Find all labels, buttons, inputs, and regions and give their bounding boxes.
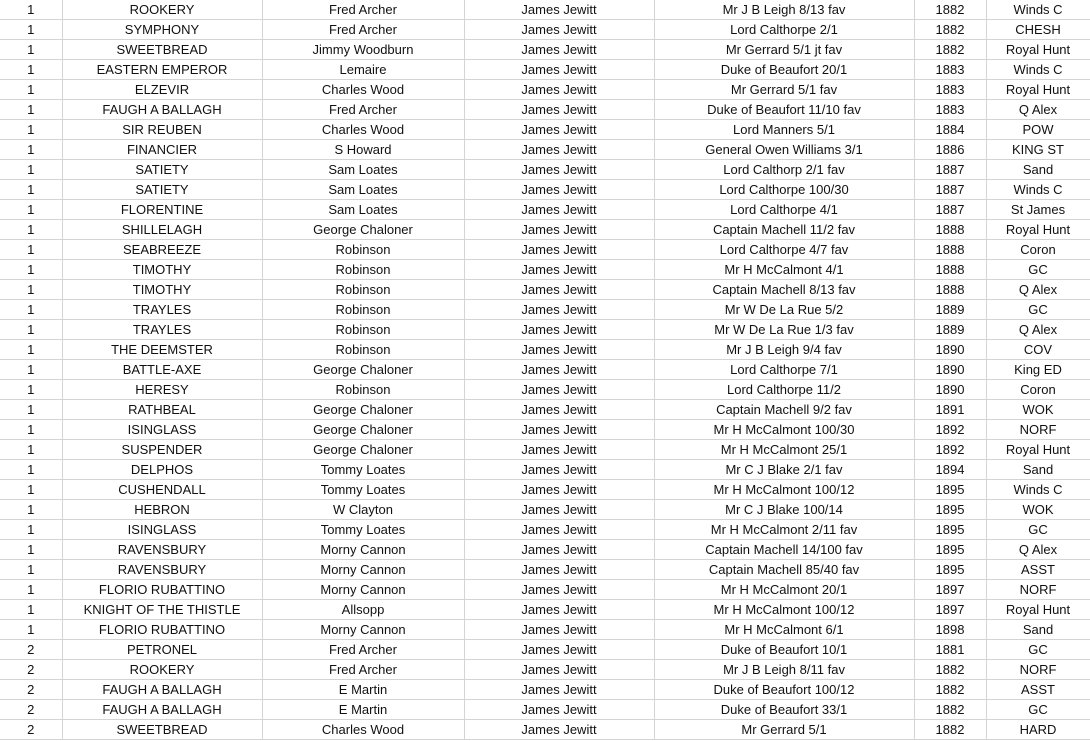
cell-race[interactable]: Q Alex xyxy=(986,280,1090,300)
cell-horse[interactable]: SYMPHONY xyxy=(62,20,262,40)
cell-owner-odds[interactable]: Captain Machell 8/13 fav xyxy=(654,280,914,300)
cell-trainer[interactable]: James Jewitt xyxy=(464,260,654,280)
cell-trainer[interactable]: James Jewitt xyxy=(464,440,654,460)
cell-year[interactable]: 1882 xyxy=(914,0,986,20)
table-row xyxy=(0,440,1090,460)
cell-year[interactable]: 1895 xyxy=(914,560,986,580)
cell-owner-odds[interactable]: Mr H McCalmont 100/12 xyxy=(654,480,914,500)
table-row xyxy=(0,220,1090,240)
cell-race[interactable]: GC xyxy=(986,520,1090,540)
cell-horse[interactable]: FLORENTINE xyxy=(62,200,262,220)
cell-jockey[interactable]: George Chaloner xyxy=(262,440,464,460)
cell-position[interactable]: 1 xyxy=(0,340,62,360)
cell-trainer[interactable]: James Jewitt xyxy=(464,180,654,200)
cell-owner-odds[interactable]: Mr C J Blake 2/1 fav xyxy=(654,460,914,480)
cell-jockey[interactable]: Robinson xyxy=(262,260,464,280)
cell-owner-odds[interactable]: Captain Machell 9/2 fav xyxy=(654,400,914,420)
cell-year[interactable]: 1881 xyxy=(914,640,986,660)
cell-horse[interactable]: DELPHOS xyxy=(62,460,262,480)
cell-owner-odds[interactable]: Mr H McCalmont 2/11 fav xyxy=(654,520,914,540)
cell-race[interactable]: WOK xyxy=(986,400,1090,420)
cell-year[interactable]: 1897 xyxy=(914,600,986,620)
cell-jockey[interactable]: Fred Archer xyxy=(262,640,464,660)
cell-position[interactable]: 1 xyxy=(0,80,62,100)
cell-horse[interactable]: SWEETBREAD xyxy=(62,40,262,60)
cell-jockey[interactable]: Robinson xyxy=(262,320,464,340)
table-row xyxy=(0,240,1090,260)
cell-owner-odds[interactable]: Mr H McCalmont 25/1 xyxy=(654,440,914,460)
table-row xyxy=(0,400,1090,420)
cell-trainer[interactable]: James Jewitt xyxy=(464,80,654,100)
cell-horse[interactable]: HERESY xyxy=(62,380,262,400)
cell-year[interactable]: 1888 xyxy=(914,260,986,280)
cell-jockey[interactable]: W Clayton xyxy=(262,500,464,520)
cell-position[interactable]: 1 xyxy=(0,320,62,340)
table-row xyxy=(0,0,1090,20)
cell-race[interactable]: NORF xyxy=(986,660,1090,680)
cell-horse[interactable]: SATIETY xyxy=(62,180,262,200)
cell-race[interactable]: NORF xyxy=(986,580,1090,600)
cell-race[interactable]: POW xyxy=(986,120,1090,140)
cell-jockey[interactable]: Morny Cannon xyxy=(262,580,464,600)
cell-horse[interactable]: ISINGLASS xyxy=(62,420,262,440)
cell-jockey[interactable]: Charles Wood xyxy=(262,720,464,740)
cell-jockey[interactable]: Robinson xyxy=(262,240,464,260)
cell-owner-odds[interactable]: Mr Gerrard 5/1 fav xyxy=(654,80,914,100)
cell-race[interactable]: Coron xyxy=(986,380,1090,400)
cell-owner-odds[interactable]: Mr H McCalmont 100/30 xyxy=(654,420,914,440)
cell-position[interactable]: 1 xyxy=(0,380,62,400)
cell-horse[interactable]: TRAYLES xyxy=(62,320,262,340)
table-row xyxy=(0,460,1090,480)
cell-year[interactable]: 1895 xyxy=(914,480,986,500)
cell-race[interactable]: Sand xyxy=(986,160,1090,180)
cell-owner-odds[interactable]: Mr J B Leigh 9/4 fav xyxy=(654,340,914,360)
cell-trainer[interactable]: James Jewitt xyxy=(464,200,654,220)
cell-trainer[interactable]: James Jewitt xyxy=(464,600,654,620)
cell-jockey[interactable]: Jimmy Woodburn xyxy=(262,40,464,60)
cell-horse[interactable]: BATTLE-AXE xyxy=(62,360,262,380)
cell-position[interactable]: 1 xyxy=(0,620,62,640)
table-row xyxy=(0,300,1090,320)
cell-position[interactable]: 1 xyxy=(0,220,62,240)
table-row xyxy=(0,640,1090,660)
cell-position[interactable]: 2 xyxy=(0,680,62,700)
cell-jockey[interactable]: E Martin xyxy=(262,700,464,720)
cell-trainer[interactable]: James Jewitt xyxy=(464,20,654,40)
cell-year[interactable]: 1892 xyxy=(914,440,986,460)
cell-trainer[interactable]: James Jewitt xyxy=(464,340,654,360)
table-row xyxy=(0,200,1090,220)
cell-trainer[interactable]: James Jewitt xyxy=(464,220,654,240)
cell-owner-odds[interactable]: Mr H McCalmont 4/1 xyxy=(654,260,914,280)
cell-trainer[interactable]: James Jewitt xyxy=(464,420,654,440)
table-row xyxy=(0,600,1090,620)
cell-owner-odds[interactable]: Lord Calthorp 2/1 fav xyxy=(654,160,914,180)
cell-owner-odds[interactable]: Mr J B Leigh 8/13 fav xyxy=(654,0,914,20)
table-row xyxy=(0,580,1090,600)
cell-race[interactable]: Q Alex xyxy=(986,540,1090,560)
cell-race[interactable]: Q Alex xyxy=(986,320,1090,340)
cell-horse[interactable]: FINANCIER xyxy=(62,140,262,160)
cell-race[interactable]: Royal Hunt xyxy=(986,80,1090,100)
cell-jockey[interactable]: Allsopp xyxy=(262,600,464,620)
cell-trainer[interactable]: James Jewitt xyxy=(464,640,654,660)
cell-position[interactable]: 1 xyxy=(0,40,62,60)
cell-jockey[interactable]: George Chaloner xyxy=(262,420,464,440)
cell-jockey[interactable]: Fred Archer xyxy=(262,20,464,40)
cell-race[interactable]: Winds C xyxy=(986,180,1090,200)
cell-position[interactable]: 1 xyxy=(0,300,62,320)
cell-horse[interactable]: CUSHENDALL xyxy=(62,480,262,500)
cell-year[interactable]: 1886 xyxy=(914,140,986,160)
cell-horse[interactable]: FLORIO RUBATTINO xyxy=(62,620,262,640)
table-row xyxy=(0,160,1090,180)
cell-year[interactable]: 1894 xyxy=(914,460,986,480)
cell-horse[interactable]: RAVENSBURY xyxy=(62,540,262,560)
cell-trainer[interactable]: James Jewitt xyxy=(464,700,654,720)
table-row xyxy=(0,280,1090,300)
cell-year[interactable]: 1890 xyxy=(914,380,986,400)
cell-jockey[interactable]: Sam Loates xyxy=(262,160,464,180)
cell-trainer[interactable]: James Jewitt xyxy=(464,460,654,480)
cell-year[interactable]: 1895 xyxy=(914,500,986,520)
cell-jockey[interactable]: Fred Archer xyxy=(262,0,464,20)
cell-owner-odds[interactable]: Mr H McCalmont 20/1 xyxy=(654,580,914,600)
cell-horse[interactable]: TRAYLES xyxy=(62,300,262,320)
cell-race[interactable]: Sand xyxy=(986,620,1090,640)
cell-horse[interactable]: HEBRON xyxy=(62,500,262,520)
table-row xyxy=(0,620,1090,640)
cell-race[interactable]: Royal Hunt xyxy=(986,440,1090,460)
cell-year[interactable]: 1887 xyxy=(914,160,986,180)
cell-year[interactable]: 1882 xyxy=(914,720,986,740)
table-row xyxy=(0,360,1090,380)
cell-position[interactable]: 2 xyxy=(0,660,62,680)
cell-trainer[interactable]: James Jewitt xyxy=(464,720,654,740)
cell-position[interactable]: 1 xyxy=(0,180,62,200)
cell-position[interactable]: 1 xyxy=(0,360,62,380)
cell-owner-odds[interactable]: Lord Calthorpe 7/1 xyxy=(654,360,914,380)
cell-position[interactable]: 1 xyxy=(0,60,62,80)
cell-trainer[interactable]: James Jewitt xyxy=(464,40,654,60)
cell-horse[interactable]: SATIETY xyxy=(62,160,262,180)
cell-year[interactable]: 1889 xyxy=(914,320,986,340)
cell-race[interactable]: Winds C xyxy=(986,0,1090,20)
cell-owner-odds[interactable]: Mr H McCalmont 100/12 xyxy=(654,600,914,620)
cell-trainer[interactable]: James Jewitt xyxy=(464,240,654,260)
cell-year[interactable]: 1883 xyxy=(914,100,986,120)
cell-year[interactable]: 1890 xyxy=(914,360,986,380)
cell-horse[interactable]: SIR REUBEN xyxy=(62,120,262,140)
cell-trainer[interactable]: James Jewitt xyxy=(464,120,654,140)
cell-jockey[interactable]: Lemaire xyxy=(262,60,464,80)
table-row xyxy=(0,40,1090,60)
cell-jockey[interactable]: George Chaloner xyxy=(262,220,464,240)
cell-year[interactable]: 1884 xyxy=(914,120,986,140)
cell-position[interactable]: 1 xyxy=(0,240,62,260)
table-row xyxy=(0,320,1090,340)
cell-race[interactable]: GC xyxy=(986,260,1090,280)
cell-race[interactable]: Winds C xyxy=(986,480,1090,500)
cell-race[interactable]: GC xyxy=(986,640,1090,660)
cell-trainer[interactable]: James Jewitt xyxy=(464,300,654,320)
table-row xyxy=(0,380,1090,400)
cell-race[interactable]: Royal Hunt xyxy=(986,40,1090,60)
cell-race[interactable]: King ED xyxy=(986,360,1090,380)
cell-position[interactable]: 1 xyxy=(0,560,62,580)
table-row xyxy=(0,20,1090,40)
table-row xyxy=(0,660,1090,680)
table-row xyxy=(0,560,1090,580)
cell-owner-odds[interactable]: Duke of Beaufort 33/1 xyxy=(654,700,914,720)
cell-race[interactable]: Coron xyxy=(986,240,1090,260)
cell-year[interactable]: 1891 xyxy=(914,400,986,420)
cell-year[interactable]: 1888 xyxy=(914,240,986,260)
cell-horse[interactable]: TIMOTHY xyxy=(62,280,262,300)
cell-horse[interactable]: THE DEEMSTER xyxy=(62,340,262,360)
cell-position[interactable]: 1 xyxy=(0,600,62,620)
cell-position[interactable]: 1 xyxy=(0,540,62,560)
cell-owner-odds[interactable]: Duke of Beaufort 10/1 xyxy=(654,640,914,660)
cell-position[interactable]: 1 xyxy=(0,140,62,160)
table-row xyxy=(0,520,1090,540)
cell-trainer[interactable]: James Jewitt xyxy=(464,540,654,560)
cell-owner-odds[interactable]: Mr J B Leigh 8/11 fav xyxy=(654,660,914,680)
cell-trainer[interactable]: James Jewitt xyxy=(464,360,654,380)
cell-race[interactable]: ASST xyxy=(986,560,1090,580)
cell-trainer[interactable]: James Jewitt xyxy=(464,320,654,340)
cell-horse[interactable]: SWEETBREAD xyxy=(62,720,262,740)
cell-owner-odds[interactable]: Mr Gerrard 5/1 xyxy=(654,720,914,740)
cell-position[interactable]: 1 xyxy=(0,20,62,40)
cell-trainer[interactable]: James Jewitt xyxy=(464,580,654,600)
cell-jockey[interactable]: S Howard xyxy=(262,140,464,160)
cell-position[interactable]: 1 xyxy=(0,160,62,180)
cell-jockey[interactable]: Tommy Loates xyxy=(262,480,464,500)
cell-jockey[interactable]: George Chaloner xyxy=(262,400,464,420)
cell-position[interactable]: 1 xyxy=(0,0,62,20)
cell-horse[interactable]: EASTERN EMPEROR xyxy=(62,60,262,80)
cell-race[interactable]: NORF xyxy=(986,420,1090,440)
cell-horse[interactable]: RAVENSBURY xyxy=(62,560,262,580)
cell-jockey[interactable]: Robinson xyxy=(262,340,464,360)
cell-jockey[interactable]: Charles Wood xyxy=(262,80,464,100)
table-row xyxy=(0,480,1090,500)
cell-race[interactable]: Royal Hunt xyxy=(986,220,1090,240)
cell-owner-odds[interactable]: Mr C J Blake 100/14 xyxy=(654,500,914,520)
cell-position[interactable]: 1 xyxy=(0,280,62,300)
cell-horse[interactable]: FLORIO RUBATTINO xyxy=(62,580,262,600)
cell-jockey[interactable]: George Chaloner xyxy=(262,360,464,380)
cell-position[interactable]: 2 xyxy=(0,700,62,720)
cell-horse[interactable]: FAUGH A BALLAGH xyxy=(62,680,262,700)
cell-jockey[interactable]: Fred Archer xyxy=(262,100,464,120)
table-row xyxy=(0,500,1090,520)
cell-owner-odds[interactable]: Mr Gerrard 5/1 jt fav xyxy=(654,40,914,60)
cell-jockey[interactable]: Sam Loates xyxy=(262,180,464,200)
cell-trainer[interactable]: James Jewitt xyxy=(464,400,654,420)
cell-horse[interactable]: PETRONEL xyxy=(62,640,262,660)
cell-owner-odds[interactable]: Lord Calthorpe 4/7 fav xyxy=(654,240,914,260)
cell-year[interactable]: 1890 xyxy=(914,340,986,360)
cell-jockey[interactable]: Fred Archer xyxy=(262,660,464,680)
cell-race[interactable]: WOK xyxy=(986,500,1090,520)
cell-jockey[interactable]: Sam Loates xyxy=(262,200,464,220)
table-row xyxy=(0,420,1090,440)
cell-position[interactable]: 2 xyxy=(0,640,62,660)
cell-jockey[interactable]: Tommy Loates xyxy=(262,520,464,540)
table-row xyxy=(0,700,1090,720)
cell-year[interactable]: 1895 xyxy=(914,520,986,540)
cell-position[interactable]: 1 xyxy=(0,260,62,280)
cell-position[interactable]: 2 xyxy=(0,720,62,740)
cell-owner-odds[interactable]: Mr W De La Rue 5/2 xyxy=(654,300,914,320)
cell-race[interactable]: GC xyxy=(986,300,1090,320)
cell-race[interactable]: Royal Hunt xyxy=(986,600,1090,620)
table-row xyxy=(0,140,1090,160)
cell-race[interactable]: ASST xyxy=(986,680,1090,700)
cell-horse[interactable]: RATHBEAL xyxy=(62,400,262,420)
cell-race[interactable]: KING ST xyxy=(986,140,1090,160)
cell-year[interactable]: 1897 xyxy=(914,580,986,600)
cell-horse[interactable]: ROOKERY xyxy=(62,0,262,20)
cell-race[interactable]: COV xyxy=(986,340,1090,360)
cell-jockey[interactable]: Robinson xyxy=(262,300,464,320)
table-row xyxy=(0,540,1090,560)
cell-year[interactable]: 1888 xyxy=(914,220,986,240)
cell-trainer[interactable]: James Jewitt xyxy=(464,380,654,400)
cell-race[interactable]: HARD xyxy=(986,720,1090,740)
cell-owner-odds[interactable]: Lord Calthorpe 2/1 xyxy=(654,20,914,40)
table-row xyxy=(0,260,1090,280)
cell-trainer[interactable]: James Jewitt xyxy=(464,500,654,520)
cell-year[interactable]: 1882 xyxy=(914,680,986,700)
cell-year[interactable]: 1887 xyxy=(914,180,986,200)
cell-position[interactable]: 1 xyxy=(0,440,62,460)
cell-year[interactable]: 1887 xyxy=(914,200,986,220)
table-row xyxy=(0,720,1090,740)
cell-race[interactable]: Winds C xyxy=(986,60,1090,80)
cell-race[interactable]: CHESH xyxy=(986,20,1090,40)
cell-position[interactable]: 1 xyxy=(0,400,62,420)
cell-position[interactable]: 1 xyxy=(0,580,62,600)
cell-owner-odds[interactable]: Mr H McCalmont 6/1 xyxy=(654,620,914,640)
cell-jockey[interactable]: Robinson xyxy=(262,380,464,400)
cell-horse[interactable]: ISINGLASS xyxy=(62,520,262,540)
cell-race[interactable]: Q Alex xyxy=(986,100,1090,120)
cell-position[interactable]: 1 xyxy=(0,520,62,540)
cell-position[interactable]: 1 xyxy=(0,460,62,480)
cell-trainer[interactable]: James Jewitt xyxy=(464,140,654,160)
cell-position[interactable]: 1 xyxy=(0,480,62,500)
table-row xyxy=(0,340,1090,360)
cell-owner-odds[interactable]: Duke of Beaufort 20/1 xyxy=(654,60,914,80)
table-row xyxy=(0,120,1090,140)
cell-position[interactable]: 1 xyxy=(0,100,62,120)
cell-year[interactable]: 1883 xyxy=(914,80,986,100)
cell-owner-odds[interactable]: Duke of Beaufort 11/10 fav xyxy=(654,100,914,120)
cell-horse[interactable]: FAUGH A BALLAGH xyxy=(62,700,262,720)
cell-trainer[interactable]: James Jewitt xyxy=(464,680,654,700)
cell-trainer[interactable]: James Jewitt xyxy=(464,60,654,80)
cell-jockey[interactable]: Robinson xyxy=(262,280,464,300)
cell-year[interactable]: 1889 xyxy=(914,300,986,320)
cell-owner-odds[interactable]: Duke of Beaufort 100/12 xyxy=(654,680,914,700)
cell-year[interactable]: 1882 xyxy=(914,20,986,40)
cell-year[interactable]: 1898 xyxy=(914,620,986,640)
cell-jockey[interactable]: Morny Cannon xyxy=(262,620,464,640)
cell-trainer[interactable]: James Jewitt xyxy=(464,660,654,680)
cell-year[interactable]: 1895 xyxy=(914,540,986,560)
table-row xyxy=(0,680,1090,700)
cell-owner-odds[interactable]: Lord Calthorpe 100/30 xyxy=(654,180,914,200)
cell-owner-odds[interactable]: General Owen Williams 3/1 xyxy=(654,140,914,160)
cell-owner-odds[interactable]: Captain Machell 11/2 fav xyxy=(654,220,914,240)
cell-position[interactable]: 1 xyxy=(0,420,62,440)
cell-owner-odds[interactable]: Captain Machell 85/40 fav xyxy=(654,560,914,580)
cell-jockey[interactable]: Charles Wood xyxy=(262,120,464,140)
cell-jockey[interactable]: Morny Cannon xyxy=(262,540,464,560)
cell-trainer[interactable]: James Jewitt xyxy=(464,100,654,120)
cell-year[interactable]: 1883 xyxy=(914,60,986,80)
cell-year[interactable]: 1882 xyxy=(914,40,986,60)
table-row xyxy=(0,100,1090,120)
cell-position[interactable]: 1 xyxy=(0,200,62,220)
cell-horse[interactable]: FAUGH A BALLAGH xyxy=(62,100,262,120)
cell-jockey[interactable]: Morny Cannon xyxy=(262,560,464,580)
cell-horse[interactable]: SEABREEZE xyxy=(62,240,262,260)
cell-horse[interactable]: TIMOTHY xyxy=(62,260,262,280)
cell-year[interactable]: 1892 xyxy=(914,420,986,440)
cell-position[interactable]: 1 xyxy=(0,120,62,140)
cell-owner-odds[interactable]: Lord Calthorpe 4/1 xyxy=(654,200,914,220)
cell-trainer[interactable]: James Jewitt xyxy=(464,0,654,20)
cell-horse[interactable]: ELZEVIR xyxy=(62,80,262,100)
cell-horse[interactable]: KNIGHT OF THE THISTLE xyxy=(62,600,262,620)
cell-owner-odds[interactable]: Lord Calthorpe 11/2 xyxy=(654,380,914,400)
cell-year[interactable]: 1882 xyxy=(914,660,986,680)
cell-year[interactable]: 1888 xyxy=(914,280,986,300)
cell-trainer[interactable]: James Jewitt xyxy=(464,280,654,300)
cell-trainer[interactable]: James Jewitt xyxy=(464,520,654,540)
cell-race[interactable]: Sand xyxy=(986,460,1090,480)
cell-trainer[interactable]: James Jewitt xyxy=(464,620,654,640)
cell-jockey[interactable]: E Martin xyxy=(262,680,464,700)
cell-position[interactable]: 1 xyxy=(0,500,62,520)
cell-trainer[interactable]: James Jewitt xyxy=(464,560,654,580)
cell-horse[interactable]: ROOKERY xyxy=(62,660,262,680)
cell-owner-odds[interactable]: Captain Machell 14/100 fav xyxy=(654,540,914,560)
cell-owner-odds[interactable]: Mr W De La Rue 1/3 fav xyxy=(654,320,914,340)
cell-race[interactable]: St James xyxy=(986,200,1090,220)
cell-horse[interactable]: SUSPENDER xyxy=(62,440,262,460)
table-row xyxy=(0,180,1090,200)
cell-jockey[interactable]: Tommy Loates xyxy=(262,460,464,480)
cell-race[interactable]: GC xyxy=(986,700,1090,720)
cell-owner-odds[interactable]: Lord Manners 5/1 xyxy=(654,120,914,140)
table-row xyxy=(0,80,1090,100)
cell-year[interactable]: 1882 xyxy=(914,700,986,720)
cell-trainer[interactable]: James Jewitt xyxy=(464,480,654,500)
cell-horse[interactable]: SHILLELAGH xyxy=(62,220,262,240)
table-row xyxy=(0,60,1090,80)
cell-trainer[interactable]: James Jewitt xyxy=(464,160,654,180)
